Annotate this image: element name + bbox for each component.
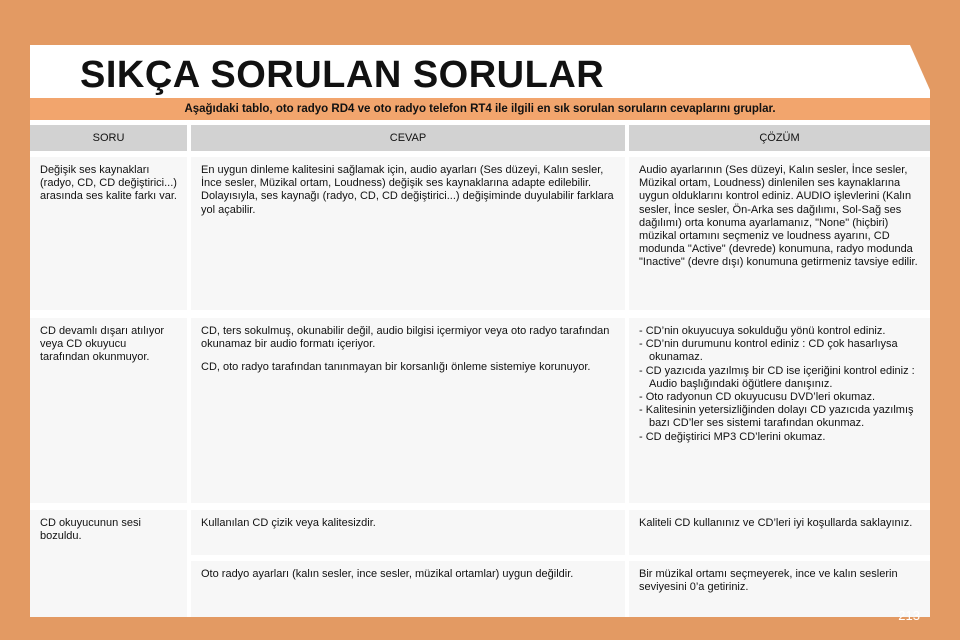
faq-solution-list-item: - CD yazıcıda yazılmış bir CD ise içeriğini kontrol ediniz : Audio başlığındaki öğütlere danışınız.	[639, 365, 920, 391]
column-header-answer-label: CEVAP	[389, 132, 427, 144]
page-title: SIKÇA SORULAN SORULAR	[80, 54, 605, 96]
page-number: 213	[898, 608, 920, 623]
column-header-solution	[629, 125, 930, 151]
column-header-answer	[191, 125, 625, 151]
faq-question-cell	[30, 157, 187, 310]
faq-answer-cell	[191, 157, 625, 310]
column-header-question	[30, 125, 187, 151]
faq-answer-cell	[191, 510, 625, 555]
faq-answer-text: Oto radyo ayarları (kalın sesler, ince sesler, müzikal ortamlar) uygun değildir.	[201, 568, 574, 580]
faq-solution-list-item: - CD’nin okuyucuya sokulduğu yönü kontrol ediniz.	[639, 325, 920, 338]
faq-answer-cell	[191, 318, 625, 503]
faq-answer-text: Kullanılan CD çizik veya kalitesizdir.	[201, 517, 376, 529]
faq-solution-list-item: - CD değiştirici MP3 CD’lerini okumaz.	[639, 431, 920, 444]
faq-answer-cell	[191, 561, 625, 617]
faq-solution-list	[639, 325, 920, 444]
faq-solution-list-item: - Kalitesinin yetersizliğinden dolayı CD yazıcıda yazılmış bazı CD’ler ses sistemi tarafından okunmaz.	[639, 404, 920, 430]
faq-solution-cell	[629, 318, 930, 503]
faq-solution-text: Bir müzikal ortamı seçmeyerek, ince ve kalın seslerin seviyesini 0’a getiriniz.	[639, 568, 898, 594]
faq-solution-cell	[629, 561, 930, 617]
faq-solution-list-item: - CD’nin durumunu kontrol ediniz : CD çok hasarlıysa okunamaz.	[639, 338, 920, 364]
faq-solution-cell	[629, 157, 930, 310]
faq-answer-text: CD, oto radyo tarafından tanınmayan bir korsanlığı önleme sistemiye korunuyor.	[201, 361, 591, 374]
faq-answer-text: En uygun dinleme kalitesini sağlamak için, audio ayarları (Ses düzeyi, Kalın sesler, İnce sesler, Müzikal ortam, Loudness) değişik ses kaynaklarına adapte edilebilir. Dolayısıyla, ses kaynağı (radyo, CD, CD değiştirici...) değişiminde duyulabilir farklara yol açabilir.	[201, 164, 614, 216]
faq-question-text: CD devamlı dışarı atılıyor veya CD okuyucu tarafından okunmuyor.	[40, 325, 165, 364]
column-header-solution-label: ÇÖZÜM	[759, 132, 800, 144]
column-header-question-label: SORU	[92, 132, 125, 144]
faq-solution-cell	[629, 510, 930, 555]
faq-question-cell	[30, 318, 187, 503]
intro-text: Aşağıdaki tablo, oto radyo RD4 ve oto radyo telefon RT4 ile ilgili en sık sorulan soruların cevaplarını gruplar.	[184, 103, 776, 115]
faq-solution-list-item: - Oto radyonun CD okuyucusu DVD’leri okumaz.	[639, 391, 920, 404]
faq-answer-text: CD, ters sokulmuş, okunabilir değil, audio bilgisi içermiyor veya oto radyo tarafından okunamaz bir audio formatı içeriyor.	[201, 325, 610, 351]
faq-solution-text: Kaliteli CD kullanınız ve CD’leri iyi koşullarda saklayınız.	[639, 517, 913, 529]
faq-question-cell	[30, 510, 187, 617]
faq-question-text: CD okuyucunun sesi bozuldu.	[40, 517, 141, 543]
intro-banner	[30, 98, 930, 120]
faq-question-text: Değişik ses kaynakları (radyo, CD, CD değiştirici...) arasında ses kalite farkı var.	[40, 164, 177, 203]
faq-solution-text: Audio ayarlarının (Ses düzeyi, Kalın sesler, İnce sesler, Müzikal ortam, Loudness) dinlenilen ses kaynaklarına uygun olduklarını kontrol ediniz. AUDIO işlevlerini (Kalın sesler, İnce sesler, Ön-Arka ses dağılımı, Sol-Sağ ses dağılımı) orta konuma ayarlamanız, "None" (hiçbiri) müzikal ortamını seçmeniz ve loudness ayarını, CD modunda "Active" (devrede) konumuna, radyo modunda "Inactive" (devre dışı) konumuna getirmeniz tavsiye edilir.	[639, 164, 918, 269]
